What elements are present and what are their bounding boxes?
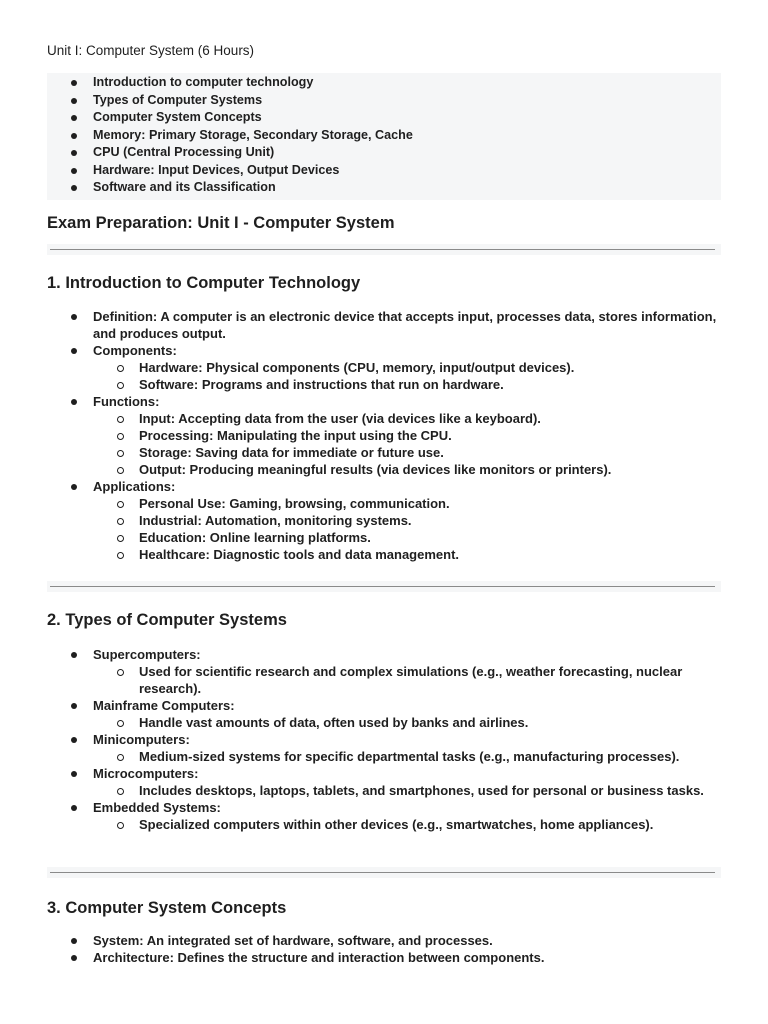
sub-list xyxy=(93,495,721,563)
syllabus-item-text: Computer System Concepts xyxy=(93,110,262,124)
syllabus-item xyxy=(47,92,721,110)
hollow-bullet-icon xyxy=(117,365,124,372)
list-item-text: System: An integrated set of hardware, software, and processes. xyxy=(93,933,493,948)
sub-list-item xyxy=(93,529,721,546)
hollow-bullet-icon xyxy=(117,822,124,829)
hollow-bullet-icon xyxy=(117,669,124,676)
sub-list xyxy=(93,782,721,799)
divider xyxy=(47,867,721,878)
divider xyxy=(47,581,721,592)
bullet-icon xyxy=(71,150,77,156)
list-item xyxy=(47,799,721,833)
sub-list-item xyxy=(93,461,721,478)
sub-list-item-text: Software: Programs and instructions that run on hardware. xyxy=(139,377,504,392)
hollow-bullet-icon xyxy=(117,433,124,440)
hollow-bullet-icon xyxy=(117,501,124,508)
bullet-icon xyxy=(71,737,77,743)
list-item-text: Embedded Systems: xyxy=(93,800,221,815)
hollow-bullet-icon xyxy=(117,788,124,795)
syllabus-item-text: CPU (Central Processing Unit) xyxy=(93,145,275,159)
syllabus-item-text: Hardware: Input Devices, Output Devices xyxy=(93,162,340,177)
bullet-icon xyxy=(71,115,77,121)
sub-list-item-text: Storage: Saving data for immediate or future use. xyxy=(139,445,444,460)
list-item xyxy=(47,393,721,478)
hollow-bullet-icon xyxy=(117,450,124,457)
sub-list-item-text: Input: Accepting data from the user (via devices like a keyboard). xyxy=(139,411,541,426)
list-item-text: Components: xyxy=(93,343,177,358)
sub-list xyxy=(93,816,721,833)
sub-list xyxy=(93,359,721,393)
sub-list xyxy=(93,748,721,765)
section3-list xyxy=(47,932,721,966)
bullet-icon xyxy=(71,185,77,191)
hollow-bullet-icon xyxy=(117,467,124,474)
bullet-icon xyxy=(71,168,77,174)
sub-list-item-text: Hardware: Physical components (CPU, memory, input/output devices). xyxy=(139,360,575,375)
list-item xyxy=(47,308,721,342)
section3-heading: 3. Computer System Concepts xyxy=(47,899,287,917)
hollow-bullet-icon xyxy=(117,382,124,389)
list-item xyxy=(47,697,721,731)
list-item xyxy=(47,949,721,966)
bullet-icon xyxy=(71,314,77,320)
syllabus-item-text: Memory: Primary Storage, Secondary Storage, Cache xyxy=(93,127,413,142)
divider xyxy=(47,244,721,255)
sub-list-item xyxy=(93,714,721,731)
sub-list-item xyxy=(93,748,721,765)
list-item xyxy=(47,646,721,697)
bullet-icon xyxy=(71,652,77,658)
syllabus-item xyxy=(47,162,721,180)
sub-list xyxy=(93,410,721,478)
syllabus-list xyxy=(47,74,721,197)
list-item-text: Definition: A computer is an electronic device that accepts input, processes data, stores information, and produces output. xyxy=(93,309,717,341)
sub-list-item-text: Used for scientific research and complex simulations (e.g., weather forecasting, nuclear research). xyxy=(139,664,683,696)
sub-list-item-text: Output: Producing meaningful results (via devices like monitors or printers). xyxy=(139,462,612,477)
sub-list-item-text: Industrial: Automation, monitoring systems. xyxy=(139,513,412,528)
bullet-icon xyxy=(71,133,77,139)
sub-list-item xyxy=(93,546,721,563)
hollow-bullet-icon xyxy=(117,720,124,727)
hollow-bullet-icon xyxy=(117,416,124,423)
hollow-bullet-icon xyxy=(117,535,124,542)
sub-list-item xyxy=(93,410,721,427)
sub-list-item-text: Handle vast amounts of data, often used by banks and airlines. xyxy=(139,715,529,730)
sub-list-item-text: Personal Use: Gaming, browsing, communication. xyxy=(139,496,450,511)
sub-list-item xyxy=(93,427,721,444)
syllabus-item xyxy=(47,127,721,145)
section2-heading: 2. Types of Computer Systems xyxy=(47,611,287,629)
list-item-text: Minicomputers: xyxy=(93,732,190,747)
list-item xyxy=(47,932,721,949)
section1-heading: 1. Introduction to Computer Technology xyxy=(47,274,361,292)
bullet-icon xyxy=(71,703,77,709)
sub-list-item-text: Healthcare: Diagnostic tools and data management. xyxy=(139,547,460,562)
sub-list-item xyxy=(93,495,721,512)
syllabus-item-text: Types of Computer Systems xyxy=(93,92,263,107)
bullet-icon xyxy=(71,771,77,777)
syllabus-box xyxy=(47,73,721,200)
sub-list-item-text: Specialized computers within other devices (e.g., smartwatches, home appliances). xyxy=(139,817,654,832)
list-item-text: Architecture: Defines the structure and interaction between components. xyxy=(93,950,545,965)
bullet-icon xyxy=(71,805,77,811)
list-item xyxy=(47,765,721,799)
sub-list-item xyxy=(93,359,721,376)
bullet-icon xyxy=(71,955,77,961)
sub-list-item-text: Includes desktops, laptops, tablets, and smartphones, used for personal or business tasks. xyxy=(139,783,704,798)
syllabus-item xyxy=(47,144,721,162)
sub-list-item-text: Processing: Manipulating the input using the CPU. xyxy=(139,428,452,443)
list-item-text: Applications: xyxy=(93,479,176,494)
list-item-text: Supercomputers: xyxy=(93,647,201,662)
sub-list-item xyxy=(93,663,721,697)
sub-list-item xyxy=(93,376,721,393)
list-item-text: Microcomputers: xyxy=(93,766,199,781)
syllabus-item-text: Software and its Classification xyxy=(93,180,276,194)
exam-heading: Exam Preparation: Unit I - Computer System xyxy=(47,214,395,232)
syllabus-item-text: Introduction to computer technology xyxy=(93,75,314,89)
syllabus-item xyxy=(47,109,721,127)
sub-list-item xyxy=(93,782,721,799)
sub-list-item-text: Education: Online learning platforms. xyxy=(139,530,371,545)
hollow-bullet-icon xyxy=(117,754,124,761)
bullet-icon xyxy=(71,348,77,354)
section2-list xyxy=(47,646,721,833)
bullet-icon xyxy=(71,484,77,490)
sub-list xyxy=(93,663,721,697)
list-item-text: Functions: xyxy=(93,394,160,409)
list-item-text: Mainframe Computers: xyxy=(93,698,235,713)
bullet-icon xyxy=(71,80,77,86)
sub-list-item xyxy=(93,816,721,833)
bullet-icon xyxy=(71,399,77,405)
bullet-icon xyxy=(71,938,77,944)
sub-list-item xyxy=(93,444,721,461)
list-item xyxy=(47,342,721,393)
section1-list xyxy=(47,308,721,563)
list-item xyxy=(47,731,721,765)
hollow-bullet-icon xyxy=(117,518,124,525)
sub-list-item-text: Medium-sized systems for specific departmental tasks (e.g., manufacturing processes). xyxy=(139,749,680,764)
bullet-icon xyxy=(71,98,77,104)
syllabus-item xyxy=(47,74,721,92)
list-item xyxy=(47,478,721,563)
unit-title: Unit I: Computer System (6 Hours) xyxy=(47,43,255,58)
hollow-bullet-icon xyxy=(117,552,124,559)
sub-list xyxy=(93,714,721,731)
syllabus-item xyxy=(47,179,721,197)
sub-list-item xyxy=(93,512,721,529)
